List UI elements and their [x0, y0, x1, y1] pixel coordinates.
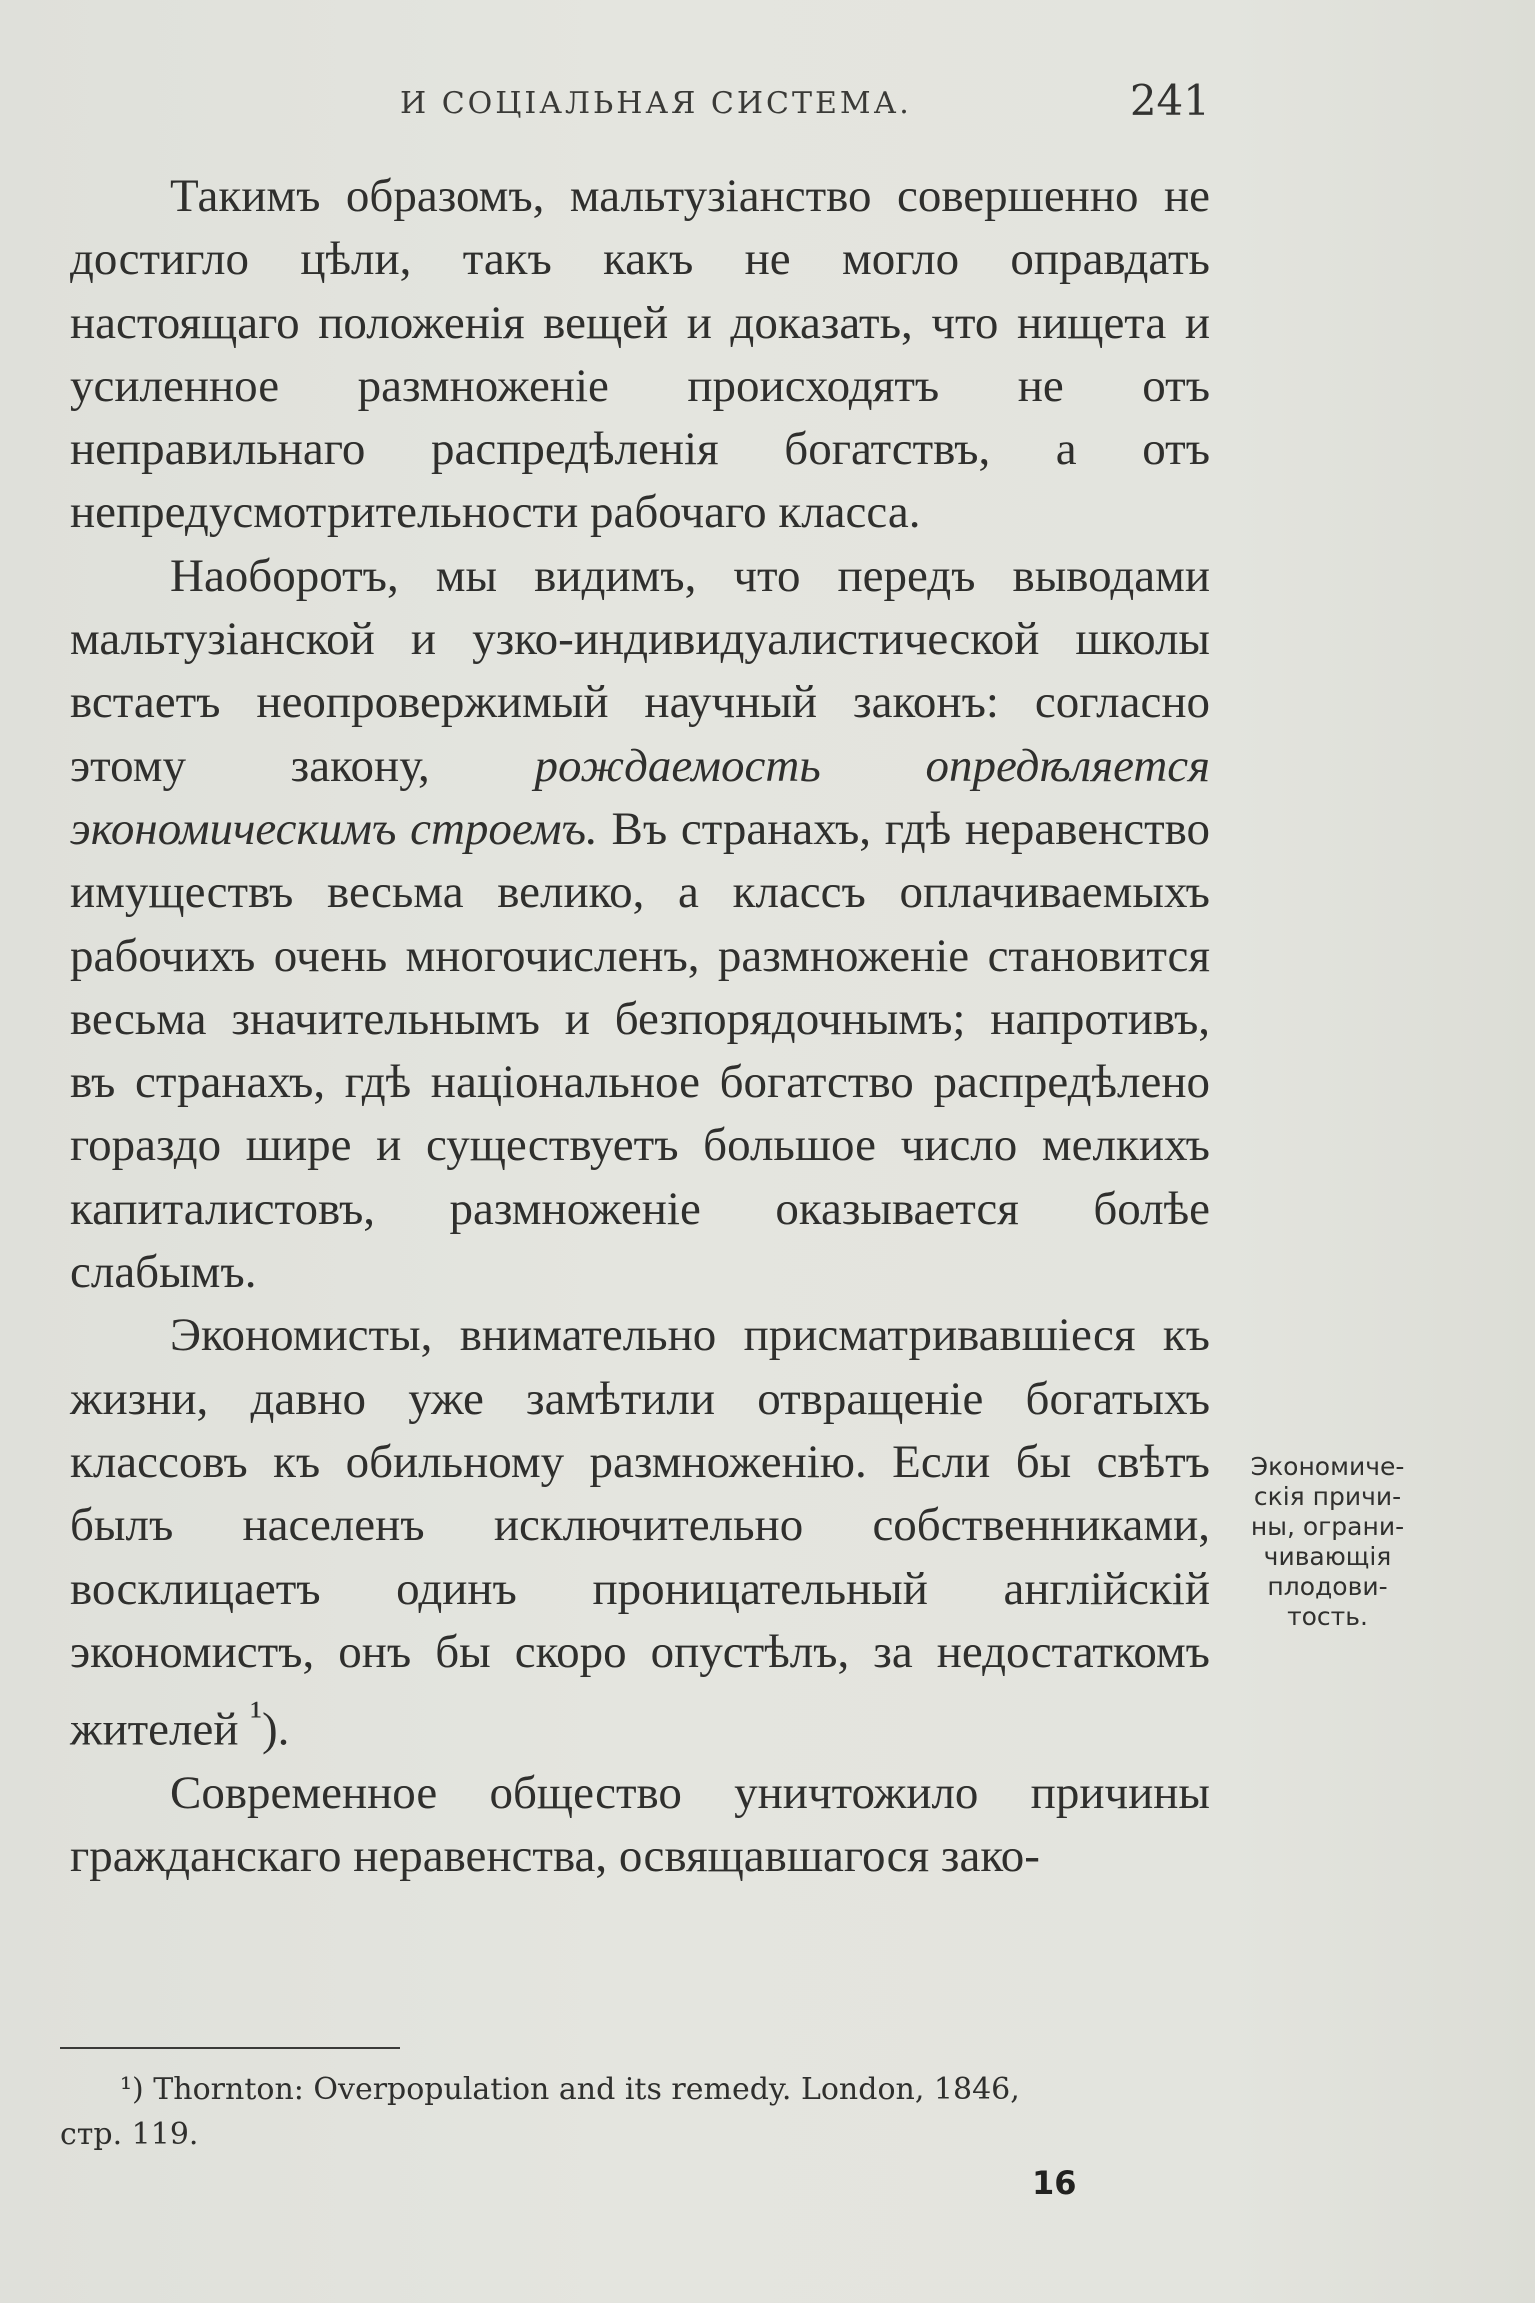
footnote	[60, 2067, 1190, 2157]
paragraph	[70, 545, 1210, 1305]
paragraph-text: ).	[262, 1703, 290, 1756]
margin-note-line: чивающія	[1263, 1542, 1392, 1571]
margin-note-line: тость.	[1287, 1602, 1368, 1631]
running-title: И СОЦІАЛЬНАЯ СИСТЕМА.	[400, 86, 912, 121]
paragraph-text: Такимъ образомъ, мальтузіанство совершенно не достигло цѣли, такъ какъ не могло оправдать настоящаго положенія вещей и доказать, что нищета и усиленное размноженіе происходятъ не отъ неправильнаго распредѣленія богатствъ, а отъ непредусмотрительности рабочаго класса.	[70, 170, 1210, 539]
page-number: 241	[1129, 76, 1210, 125]
paragraph-text: Экономисты, внимательно присматривавшіеся къ жизни, давно уже замѣтили отвращеніе богатыхъ классовъ къ обильному размноженію. Если бы свѣтъ былъ населенъ исключительно собственниками, восклицаетъ одинъ проницательный англійскій экономистъ, онъ бы скоро опустѣлъ, за недостаткомъ жителей	[70, 1309, 1210, 1756]
main-text	[70, 165, 1210, 1889]
paragraph	[70, 1304, 1210, 1762]
paragraph	[70, 1762, 1210, 1889]
footnote-reference: ¹	[250, 1694, 262, 1738]
footnote-divider	[60, 2047, 400, 2049]
paragraph-text: Въ странахъ, гдѣ неравенство имуществъ весьма велико, а классъ оплачиваемыхъ рабочихъ очень многочисленъ, размноженіе становится весьма значительнымъ и безпорядочнымъ; напротивъ, въ странахъ, гдѣ національное богатство распредѣлено гораздо шире и существуетъ большое число мелкихъ капиталистовъ, размноженіе оказывается болѣе слабымъ.	[70, 802, 1210, 1299]
footnote-line: стр. 119.	[60, 2117, 199, 2152]
emphasized-phrase: рождаемость опредѣляется экономическимъ строемъ.	[70, 739, 1211, 855]
margin-note-line: Экономиче-	[1250, 1452, 1405, 1481]
margin-note	[1220, 1452, 1435, 1632]
paragraph-text: Наоборотъ, мы видимъ, что передъ выводами мальтузіанской и узко-индивидуалистической школы встаетъ неопровержимый научный законъ: согласно этому закону,	[70, 549, 1210, 792]
margin-note-line: скія причи-	[1253, 1482, 1402, 1511]
footnote-line: ¹) Thornton: Overpopulation and its remedy. London, 1846,	[120, 2072, 1020, 2107]
paragraph	[70, 165, 1210, 545]
signature-mark: 16	[1032, 2164, 1077, 2202]
margin-note-line: ны, ограни-	[1250, 1512, 1405, 1541]
margin-note-line: плодови-	[1267, 1572, 1388, 1601]
running-header	[70, 76, 1210, 136]
paragraph-text: Современное общество уничтожило причины гражданскаго неравенства, освящавшагося зако-	[70, 1767, 1210, 1883]
